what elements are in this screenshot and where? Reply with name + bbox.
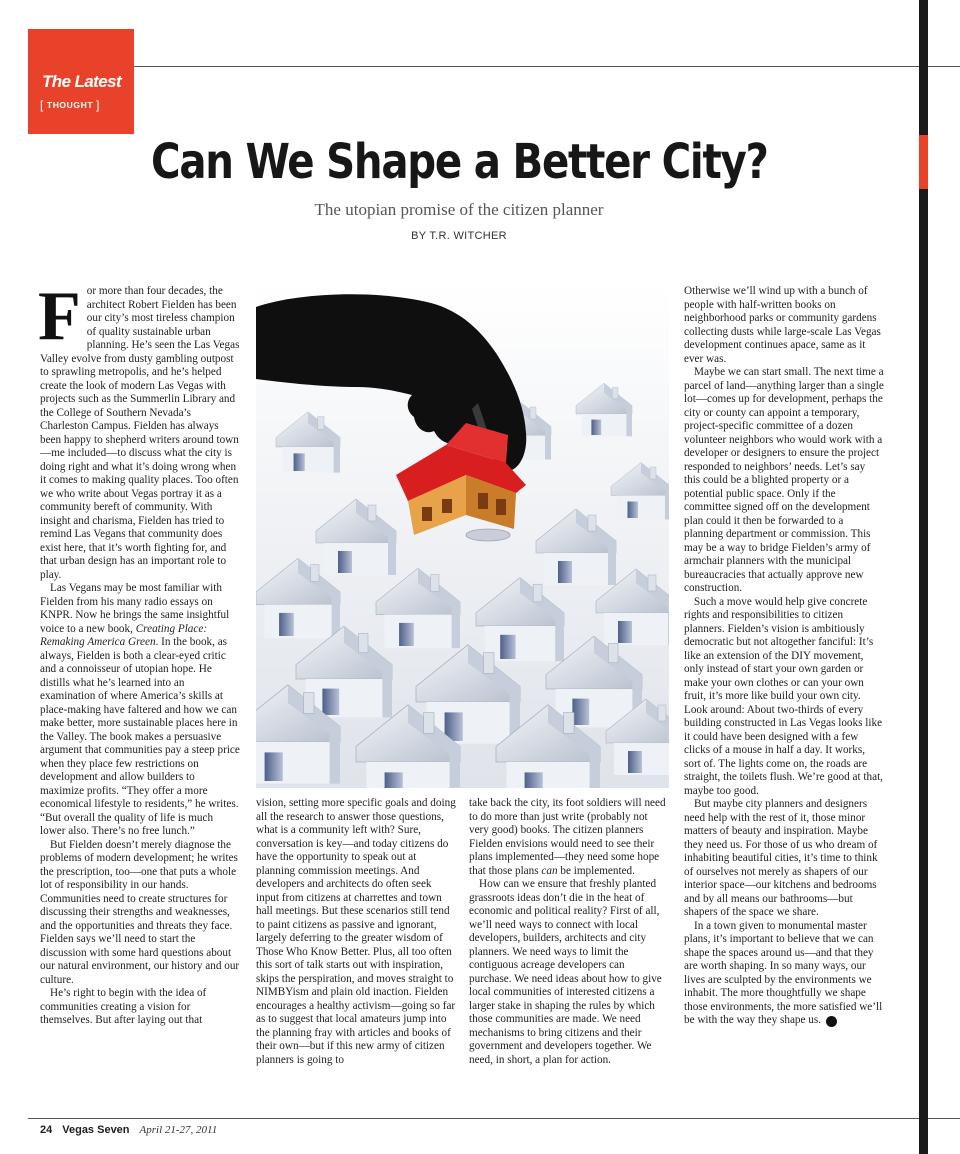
end-mark-icon: 7	[826, 1016, 837, 1027]
drop-cap: F	[38, 278, 81, 355]
section-label-box	[28, 29, 134, 134]
top-rule	[134, 66, 960, 67]
section-tag	[40, 98, 100, 112]
paragraph	[684, 920, 884, 1028]
book-title: Creating Place: Remaking America Green	[40, 622, 208, 648]
tag-text: THOUGHT	[46, 100, 94, 110]
article-column-1	[38, 278, 240, 1028]
page-number: 24	[40, 1124, 53, 1136]
paragraph-text: . In the book, as always, Fielden is both a clear-eyed critic and a connoisseur of utopian hope. He distills what he’s learned into an examination of where America’s skills at place-making have faltered and how we can make better, more sustainable places here in the Valley. The book makes a persuasive argument that communities pay a steep price when they place few restrictions on development and allow builders to maximize profits. “They offer a more economical lifestyle to residents,” he writes. “But overall the quality of life is much lower also. There’s no free lunch.”	[40, 636, 240, 837]
paragraph: How can we ensure that freshly planted grassroots ideas don’t die in the heat of economic and political reality? First of all, we’ll need ways to connect with local developers, builders, architects and city planners. We need ways to limit the contiguous acreage developers can purchase. We need ideas about how to give local communities of interested citizens a larger stake in shaping the rules by which those communities are made. We need mechanisms to bring citizens and their government and developers together. We need, in short, a plan for action.	[469, 878, 662, 1066]
paragraph: Such a move would help give concrete rights and responsibilities to citizen planners. Fielden’s vision is ambitiously democratic but not altogether fanciful: It’s like an extension of the DIY movement, only instead of start your own garden or make your own clothes or can your own fruit, it’s more like build your own city. Look around: About two-thirds of every building constructed in Las Vegas looks like it could have been designed with a few clicks of a mouse in half a day. It works, sort of. The lights come on, the roads are straight, the toilets flush. We’re good at that, maybe too good.	[684, 595, 883, 797]
bottom-rule	[28, 1118, 960, 1119]
article-column-4	[684, 285, 884, 1028]
headline: Can We Shape a Better City?	[151, 134, 768, 190]
article-column-2	[256, 797, 456, 1067]
paragraph-text: take back the city, its foot soldiers will need to do more than just write (probably not very good) books. The citizen planners Fielden envisions would need to see their plans implemented—they need some hope that those plans	[469, 797, 666, 877]
paragraph-text: In a town given to monumental master plans, it’s important to believe that we can shape the spaces around us—and that they are worth shaping. In so many ways, our lives are sculpted by the environments we inhabit. The more thoughtfully we shape those environments, the more satisfied we’ll be with the way they shape us.	[684, 919, 883, 1026]
byline: BY T.R. WITCHER	[411, 230, 507, 242]
page-edge-accent	[919, 135, 928, 189]
section-label: The Latest	[42, 72, 122, 91]
emphasis: can	[541, 864, 558, 877]
page-footer	[40, 1124, 217, 1136]
subheadline: The utopian promise of the citizen planner	[314, 200, 604, 219]
paragraph: He’s right to begin with the idea of communities creating a vision for themselves. But after laying out that	[40, 987, 207, 1026]
paragraph: vision, setting more specific goals and doing all the research to answer those questions, what is a community left with? Sure, conversation is key—and today citizens do have the opportunity to speak out at planning commission meetings. And developers and architects do often seek input from citizens at charrettes and town hall meetings. But these scenarios still tend to paint citizens as passive and ignorant, largely deferring to the greater wisdom of Those Who Know Better. Plus, all too often this sort of talk starts out with inspiration, skips the perspiration, and moves straight to NIMBYism and plain old inaction. Fielden encourages a healthy activism—going so far as to suggest that local amateurs jump into the planning fray with articles and books of their own—but if this new army of citizen planners is going to	[256, 797, 456, 1066]
paragraph	[40, 582, 240, 839]
tag-bracket-close: ]	[96, 98, 101, 112]
paragraph-text: be implemented.	[557, 864, 635, 877]
hand-placing-red-house-illustration	[256, 283, 669, 788]
magazine-name: Vegas Seven	[62, 1124, 130, 1136]
paragraph: Otherwise we’ll wind up with a bunch of people with half-written books on neighborhood parks or community gardens collecting dusts while large-scale Las Vegas development continues apace, same as it ever was.	[684, 285, 881, 365]
paragraph: But Fielden doesn’t merely diagnose the problems of modern development; he writes the prescription, too—one that puts a whole lot of responsibility in our hands. Communities need to create structures for discussing their strengths and weaknesses, and the opportunities and threats they face. Fielden says we’ll need to start the discussion with some hard questions about our natural environment, our history and our culture.	[40, 838, 240, 986]
paragraph-text: Las Vegans may be most familiar with Fielden from his many radio essays on KNPR. Now he brings the same insightful voice to a new book,	[40, 582, 230, 635]
paragraph	[38, 278, 240, 582]
paragraph	[469, 797, 669, 878]
article-column-3	[469, 797, 669, 1067]
paragraph: Maybe we can start small. The next time a parcel of land—anything larger than a single lot—comes up for development, perhaps the city or county can appoint a temporary, project-specific committee of a dozen volunteer neighbors who would work with a developer or designers to ensure the project responded to neighbors’ needs. Let’s say this could be a blighted property or a potential public space. Only if the committee signed off on the development plan could it then be forwarded to a planning department or commission. This may be a way to bridge Fielden’s army of armchair planners with the municipal bureaucracies that actually approve new construction.	[684, 366, 884, 594]
issue-date: April 21-27, 2011	[139, 1124, 218, 1136]
paragraph: But maybe city planners and designers need help with the rest of it, those minor matters of beauty and inspiration. Maybe they need us. For those of us who dream of inhabiting beautiful cities, it’s time to think of ourselves not merely as shapers of our interior space—our kitchens and bedrooms and by all means our bathrooms—but shapers of the space we share.	[684, 798, 878, 918]
tag-bracket-open: [	[40, 98, 44, 112]
paragraph-text: or more than four decades, the architect Robert Fielden has been our city’s most tireless champion of quality sustainable urban planning. He’s seen the Las Vegas Valley evolve from dusty gambling outpost to sprawling metropolis, and he’s helped create the look of modern Las Vegas with projects such as the Summerlin Library and the College of Southern Nevada’s Charleston Campus. Fielden has always been happy to shepherd writers around town—me included—to discuss what the city is doing right and what it’s doing wrong when it comes to making quality places. Too often we who write about Vegas portray it as a community bereft of community. With insight and charisma, Fielden has tried to remind Las Vegans that community does exist here, that it’s worth fighting for, and that urban design has an important role to play.	[40, 285, 240, 581]
